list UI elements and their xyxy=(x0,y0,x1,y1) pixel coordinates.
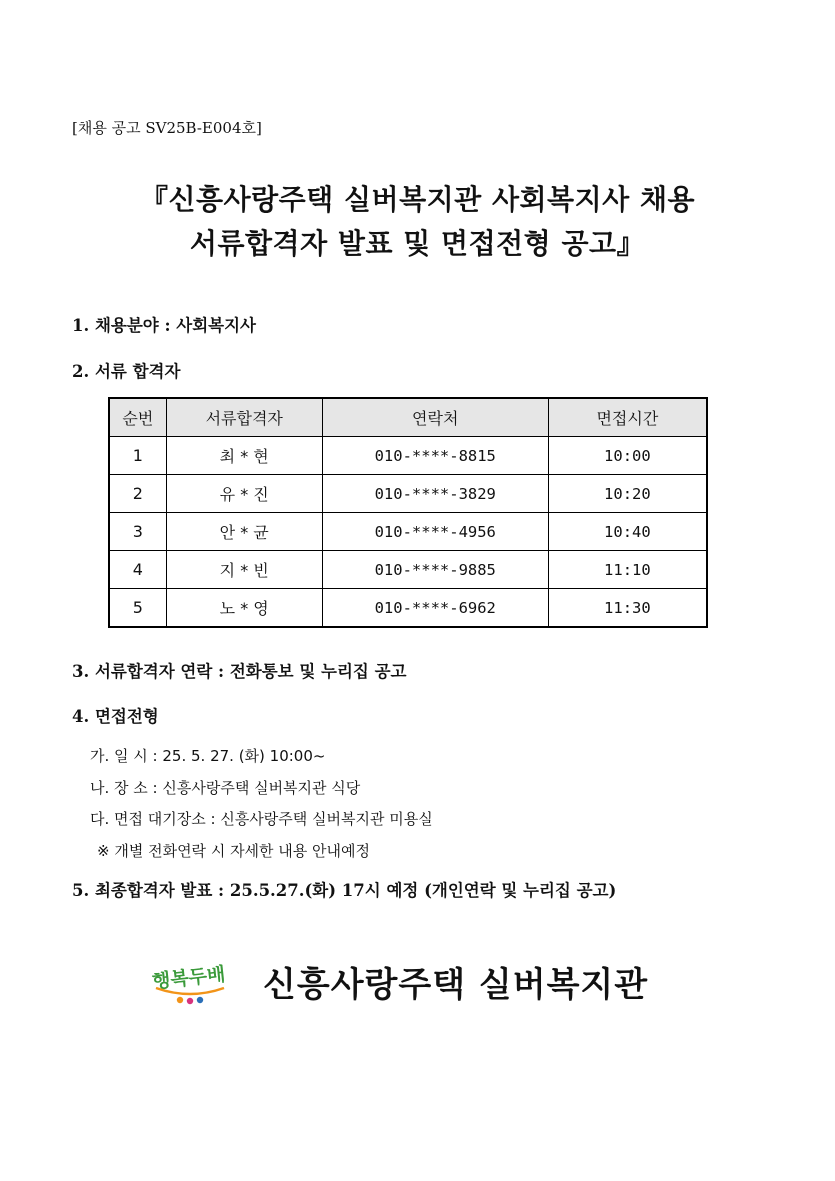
cell-number: 2 xyxy=(109,475,166,513)
table-row xyxy=(109,513,707,551)
section-applicant-contact: 3. 서류합격자 연락 : 전화통보 및 누리집 공고 xyxy=(72,662,407,681)
notice-number: [채용 공고 SV25B-E004호] xyxy=(72,119,262,137)
table-row xyxy=(109,437,707,475)
cell-number: 4 xyxy=(109,551,166,589)
table-row xyxy=(109,475,707,513)
cell-contact: 010-****-6962 xyxy=(322,589,548,628)
section-interview: 4. 면접전형 xyxy=(72,707,159,726)
cell-applicant: 최 * 현 xyxy=(166,437,322,475)
cell-time: 11:10 xyxy=(548,551,707,589)
cell-applicant: 지 * 빈 xyxy=(166,551,322,589)
cell-applicant: 안 * 균 xyxy=(166,513,322,551)
cell-number: 5 xyxy=(109,589,166,628)
interview-date: 가. 일 시 : 25. 5. 27. (화) 10:00~ xyxy=(90,747,326,765)
cell-time: 10:20 xyxy=(548,475,707,513)
cell-number: 1 xyxy=(109,437,166,475)
cell-applicant: 노 * 영 xyxy=(166,589,322,628)
section-document-pass: 2. 서류 합격자 xyxy=(72,362,181,381)
interview-location: 나. 장 소 : 신흥사랑주택 실버복지관 식당 xyxy=(90,779,361,797)
organization-name: 신흥사랑주택 실버복지관 xyxy=(263,965,649,1005)
table-header-row xyxy=(109,398,707,437)
header-number: 순번 xyxy=(109,398,166,437)
interview-waiting-area: 다. 면접 대기장소 : 신흥사랑주택 실버복지관 미용실 xyxy=(90,810,433,828)
table-row xyxy=(109,551,707,589)
header-contact: 연락처 xyxy=(322,398,548,437)
cell-applicant: 유 * 진 xyxy=(166,475,322,513)
cell-contact: 010-****-3829 xyxy=(322,475,548,513)
happiness-logo-icon xyxy=(150,950,230,1008)
page-title-line-2: 서류합격자 발표 및 면접전형 공고』 xyxy=(189,227,646,260)
section-final-announcement: 5. 최종합격자 발표 : 25.5.27.(화) 17시 예정 (개인연락 및 누리집 공고) xyxy=(72,881,617,900)
table-row xyxy=(109,589,707,628)
page-title-line-1: 『신흥사랑주택 실버복지관 사회복지사 채용 xyxy=(139,183,696,216)
cell-contact: 010-****-9885 xyxy=(322,551,548,589)
section-recruitment-field: 1. 채용분야 : 사회복지사 xyxy=(72,316,257,335)
cell-time: 10:40 xyxy=(548,513,707,551)
header-interview-time: 면접시간 xyxy=(548,398,707,437)
cell-number: 3 xyxy=(109,513,166,551)
interview-note: ※ 개별 전화연락 시 자세한 내용 안내예정 xyxy=(97,842,371,860)
cell-time: 10:00 xyxy=(548,437,707,475)
header-applicant: 서류합격자 xyxy=(166,398,322,437)
cell-contact: 010-****-8815 xyxy=(322,437,548,475)
cell-time: 11:30 xyxy=(548,589,707,628)
svg-text:행복두배: 행복두배 xyxy=(151,963,227,993)
cell-contact: 010-****-4956 xyxy=(322,513,548,551)
applicants-table xyxy=(108,397,708,628)
